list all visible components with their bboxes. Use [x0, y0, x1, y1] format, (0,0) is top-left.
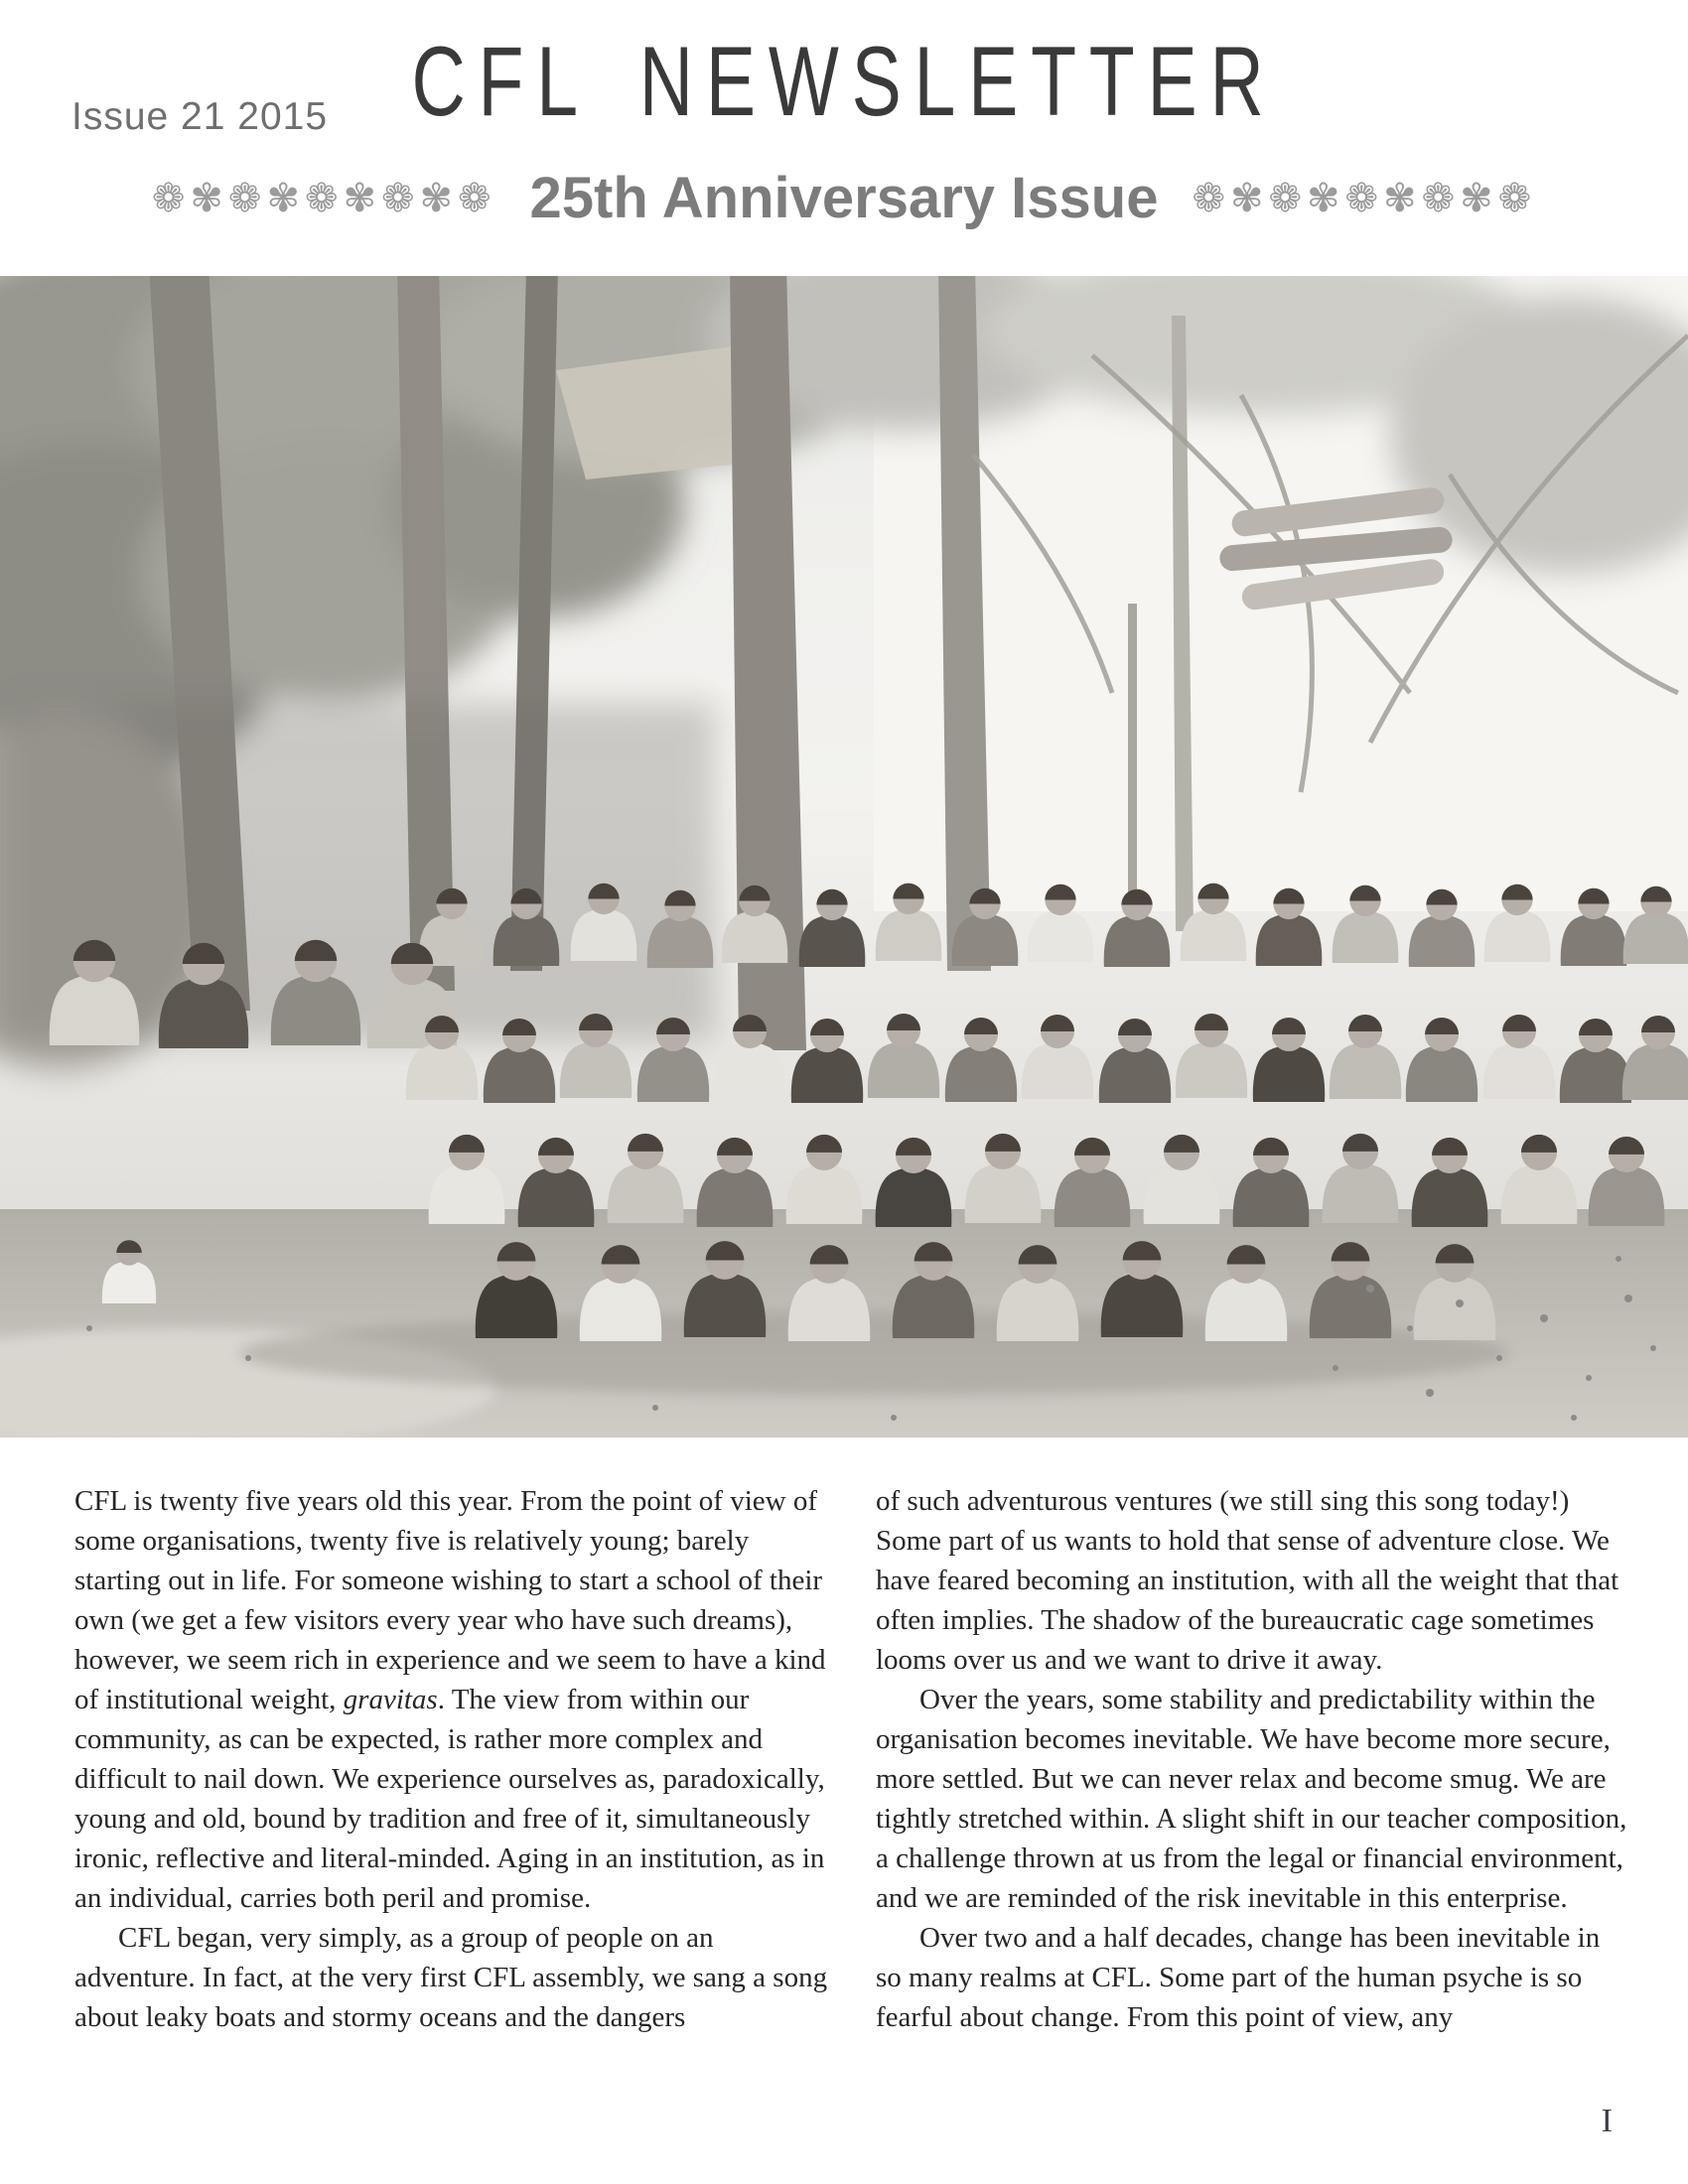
paragraph-text: CFL is twenty five years old this year. From the point of view of some organisations, twenty five is relatively young; barely starting out in life. For someone wishing to start a school of their own (we get a few visitors every year who have such dreams), however, we seem rich in experience and we seem to have a kind of institutional weight,	[74, 1485, 826, 1715]
article-column-left	[74, 1481, 828, 2037]
article-column-right	[876, 1481, 1629, 2037]
anniversary-subtitle: 25th Anniversary Issue	[529, 166, 1159, 230]
floral-ornament-left-icon: ❁✾❁✾❁✾❁✾❁	[151, 175, 496, 221]
paragraph: Over two and a half decades, change has been inevitable in so many realms at CFL. Some part of the human psyche is so fearful about change. From this point of view, any	[876, 1922, 1601, 2033]
italic-term: gravitas	[343, 1684, 438, 1715]
paragraph: of such adventurous ventures (we still sing this song today!) Some part of us wants to hold that sense of adventure close. We have feared becoming an institution, with all the weight that that often implies. The shadow of the bureaucratic cage sometimes looms over us and we want to drive it away.	[876, 1485, 1619, 1676]
paragraph: CFL began, very simply, as a group of people on an adventure. In fact, at the very first CFL assembly, we sang a song about leaky boats and stormy oceans and the dangers	[74, 1922, 828, 2033]
paragraph-text: . The view from within our community, as can be expected, is rather more complex and difficult to nail down. We experience ourselves as, paradoxically, young and old, bound by tradition and free of it, simultaneously ironic, reflective and literal-minded. Aging in an institution, as in an individual, carries both peril and promise.	[74, 1684, 825, 1914]
issue-label: Issue 21 2015	[71, 95, 329, 138]
page-number: I	[1601, 2103, 1613, 2139]
newsletter-title: CFL NEWSLETTER	[411, 25, 1277, 137]
article-body	[74, 1481, 1629, 2037]
subtitle-row	[0, 165, 1688, 231]
paragraph: Over the years, some stability and predictability within the organisation becomes inevitable. We have become more secure, more settled. But we can never relax and become smug. We are tightly stretched within. A slight shift in our teacher composition, a challenge thrown at us from the legal or financial environment, and we are reminded of the risk inevitable in this enterprise.	[876, 1684, 1627, 1914]
floral-ornament-right-icon: ❁✾❁✾❁✾❁✾❁	[1192, 175, 1537, 221]
paragraph	[74, 1481, 828, 1918]
group-photo	[0, 276, 1688, 1437]
